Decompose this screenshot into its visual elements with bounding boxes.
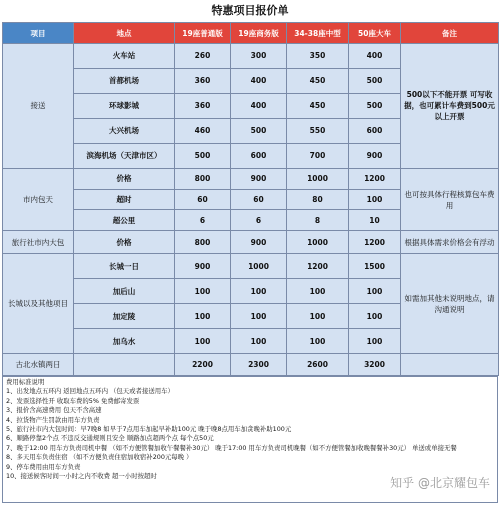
price-cell: 400 (231, 68, 287, 93)
notes-line: 3、报价含高速费用 包天不含高速 (6, 406, 102, 415)
price-cell: 100 (231, 279, 287, 304)
price-cell: 100 (175, 304, 231, 329)
price-cell: 60 (231, 189, 287, 210)
notes-line: 9、停车费用由用车方负责 (6, 462, 81, 471)
price-cell: 100 (287, 304, 349, 329)
notes-line: 7、晚于12:00 用车方负责司机中餐 （如不方便管餐加收午餐餐补30元） 晚于17:00 用车方负责司机晚餐（如不方便管餐加收晚餐餐补30元） 单送或单接无餐 (6, 443, 457, 452)
price-cell: 6 (231, 210, 287, 231)
price-cell: 900 (349, 143, 401, 168)
place-cell: 滨海机场（天津市区） (74, 143, 175, 168)
table-row (3, 168, 499, 189)
price-cell: 550 (287, 118, 349, 143)
price-cell: 3200 (349, 354, 401, 376)
header-19-business: 19座商务版 (231, 23, 287, 44)
category-city-day: 市内包天 (3, 168, 74, 230)
price-cell: 300 (231, 44, 287, 69)
watermark: 知乎 @北京耀包车 (390, 476, 490, 490)
place-cell: 大兴机场 (74, 118, 175, 143)
price-cell: 450 (287, 68, 349, 93)
place-cell: 超公里 (74, 210, 175, 231)
price-cell: 100 (231, 329, 287, 354)
price-cell: 260 (175, 44, 231, 69)
price-cell: 6 (175, 210, 231, 231)
price-cell: 450 (287, 93, 349, 118)
price-cell: 600 (231, 143, 287, 168)
price-cell: 1000 (287, 168, 349, 189)
price-cell: 1200 (287, 254, 349, 279)
price-cell: 400 (231, 93, 287, 118)
price-cell: 100 (287, 329, 349, 354)
header-34-38-medium: 34-38座中型 (287, 23, 349, 44)
place-cell: 火车站 (74, 44, 175, 69)
place-cell: 价格 (74, 231, 175, 254)
price-cell: 1000 (231, 254, 287, 279)
table-row (3, 231, 499, 254)
price-cell: 1000 (287, 231, 349, 254)
price-cell: 10 (349, 210, 401, 231)
table-row (3, 44, 499, 69)
place-cell: 加后山 (74, 279, 175, 304)
price-cell: 100 (231, 304, 287, 329)
header-19-standard: 19座普通版 (175, 23, 231, 44)
price-cell: 2300 (231, 354, 287, 376)
price-cell: 100 (349, 329, 401, 354)
note-transfer: 500以下不能开票 可写收据，也可累计车费到500元以上开票 (401, 44, 499, 169)
place-cell (74, 354, 175, 376)
note-gubei-two-day (401, 354, 499, 376)
category-great-wall: 长城以及其他项目 (3, 254, 74, 354)
price-cell: 350 (287, 44, 349, 69)
notes-line: 6、顺路停靠2个点 不违反交通规则且安全 顺路加点超两个点 每个点50元 (6, 434, 214, 443)
header-item: 项目 (3, 23, 74, 44)
price-cell: 100 (349, 279, 401, 304)
price-cell: 500 (349, 68, 401, 93)
notes-heading: 费用标准说明 (6, 378, 45, 386)
price-cell: 100 (175, 279, 231, 304)
place-cell: 长城一日 (74, 254, 175, 279)
price-cell: 2200 (175, 354, 231, 376)
price-cell: 2600 (287, 354, 349, 376)
price-cell: 900 (175, 254, 231, 279)
place-cell: 加乌水 (74, 329, 175, 354)
notes-line: 5、旅行社市内大包时间：早7晚8 如早于7点用车加起早补助100元 晚于晚8点用车加贪晚补助100元 (6, 425, 292, 434)
place-cell: 超时 (74, 189, 175, 210)
notes-line: 1、出发地点五环内 返回地点五环内 （包天或者接送用车） (6, 387, 174, 396)
price-cell: 900 (231, 231, 287, 254)
note-agency-package: 根据具体需求价格会有浮动 (401, 231, 499, 254)
price-cell: 800 (175, 168, 231, 189)
price-cell: 400 (349, 44, 401, 69)
price-cell: 500 (231, 118, 287, 143)
note-city-day: 也可按具体行程核算包车费用 (401, 168, 499, 230)
category-transfer: 接送 (3, 44, 74, 169)
notes-line: 2、发票选择性开 收取车费的5% 免费邮寄发票 (6, 396, 140, 405)
place-cell: 首都机场 (74, 68, 175, 93)
place-cell: 价格 (74, 168, 175, 189)
price-cell: 700 (287, 143, 349, 168)
note-great-wall: 如需加其他未说明地点，请沟通说明 (401, 254, 499, 354)
price-cell: 1200 (349, 231, 401, 254)
price-cell: 1200 (349, 168, 401, 189)
price-cell: 360 (175, 93, 231, 118)
notes-line: 8、多天用车负责住宿 （如不方便负责住宿加收宿补200元每晚 ） (6, 453, 193, 462)
price-cell: 460 (175, 118, 231, 143)
category-gubei-two-day: 古北水镇两日 (3, 354, 74, 376)
price-cell: 100 (287, 279, 349, 304)
category-agency-package: 旅行社市内大包 (3, 231, 74, 254)
price-cell: 100 (349, 189, 401, 210)
notes-line: 4、拉货物产生罚款由用车方负责 (6, 415, 100, 424)
price-cell: 360 (175, 68, 231, 93)
price-cell: 500 (175, 143, 231, 168)
price-cell: 600 (349, 118, 401, 143)
price-cell: 800 (175, 231, 231, 254)
table-row (3, 354, 499, 376)
price-cell: 1500 (349, 254, 401, 279)
table-header-row (3, 23, 499, 44)
price-cell: 100 (175, 329, 231, 354)
place-cell: 加定陵 (74, 304, 175, 329)
price-cell: 8 (287, 210, 349, 231)
header-place: 地点 (74, 23, 175, 44)
price-cell: 60 (175, 189, 231, 210)
page-title: 特惠项目报价单 (211, 4, 289, 17)
table-row (3, 254, 499, 279)
header-50-large: 50座大车 (349, 23, 401, 44)
price-table (2, 22, 499, 376)
price-cell: 500 (349, 93, 401, 118)
price-cell: 900 (231, 168, 287, 189)
place-cell: 环球影城 (74, 93, 175, 118)
price-cell: 80 (287, 189, 349, 210)
notes-line: 10、接送候客时间一小时之内不收费 超一小时按超时 (6, 472, 157, 481)
header-notes: 备注 (401, 23, 499, 44)
price-cell: 100 (349, 304, 401, 329)
